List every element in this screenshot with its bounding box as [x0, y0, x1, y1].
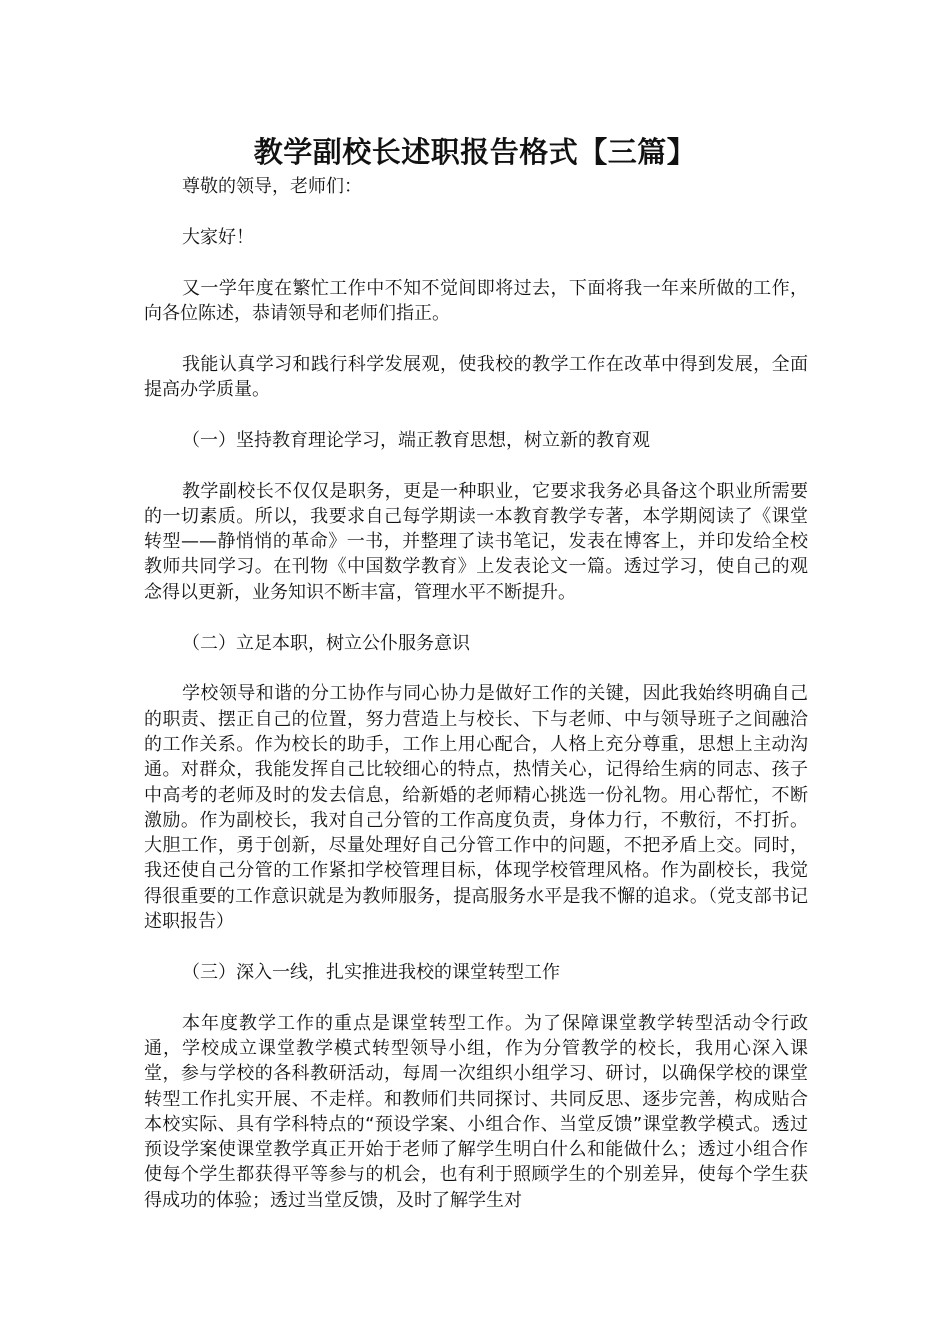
- section-3-paragraph: 本年度教学工作的重点是课堂转型工作。为了保障课堂教学转型活动令行政通，学校成立课堂教学模式转型领导小组，作为分管教学的校长，我用心深入课堂，参与学校的各科教研活动，每周一次组织小组学习、研讨，以确保学校的课堂转型工作扎实开展、不走样。和教师们共同探讨、共同反思、逐步完善，构成贴合本校实际、具有学科特点的“预设学案、小组合作、当堂反馈”课堂教学模式。透过预设学案使课堂教学真正开始于老师了解学生明白什么和能做什么；透过小组合作使每个学生都获得平等参与的机会，也有利于照顾学生的个别差异，使每个学生获得成功的体验；透过当堂反馈，及时了解学生对: [144, 1012, 808, 1211]
- section-heading-1: （一）坚持教育理论学习，端正教育思想，树立新的教育观: [182, 429, 650, 451]
- greeting: 大家好！: [182, 226, 254, 248]
- section-1-paragraph: 教学副校长不仅仅是职务，更是一种职业，它要求我务必具备这个职业所需要的一切素质。所以，我要求自己每学期读一本教育教学专著，本学期阅读了《课堂转型——静悄悄的革命》一书，并整理了读书笔记，发表在博客上，并印发给全校教师共同学习。在刊物《中国数学教育》上发表论文一篇。透过学习，使自己的观念得以更新，业务知识不断丰富，管理水平不断提升。: [144, 480, 808, 603]
- intro-paragraph: 又一学年度在繁忙工作中不知不觉间即将过去，下面将我一年来所做的工作，向各位陈述，恭请领导和老师们指正。: [144, 277, 808, 324]
- section-2-paragraph: 学校领导和谐的分工协作与同心协力是做好工作的关键，因此我始终明确自己的职责、摆正自己的位置，努力营造上与校长、下与老师、中与领导班子之间融洽的工作关系。作为校长的助手，工作上用心配合，人格上充分尊重，思想上主动沟通。对群众，我能发挥自己比较细心的特点，热情关心，记得给生病的同志、孩子中高考的老师及时的发去信息，给新婚的老师精心挑选一份礼物。用心帮忙，不断激励。作为副校长，我对自己分管的工作高度负责，身体力行，不敷衍，不打折。大胆工作，勇于创新，尽量处理好自己分管工作中的问题，不把矛盾上交。同时，我还使自己分管的工作紧扣学校管理目标，体现学校管理风格。作为副校长，我觉得很重要的工作意识就是为教师服务，提高服务水平是我不懈的追求。（党支部书记述职报告）: [144, 683, 808, 933]
- salutation: 尊敬的领导，老师们：: [182, 176, 362, 197]
- section-heading-3: （三）深入一线，扎实推进我校的课堂转型工作: [182, 961, 560, 983]
- section-heading-2: （二）立足本职，树立公仆服务意识: [182, 632, 470, 654]
- document-title: 教学副校长述职报告格式【三篇】: [253, 135, 697, 169]
- summary-paragraph: 我能认真学习和践行科学发展观，使我校的教学工作在改革中得到发展，全面提高办学质量。: [144, 353, 808, 400]
- document-body: [144, 174, 808, 1239]
